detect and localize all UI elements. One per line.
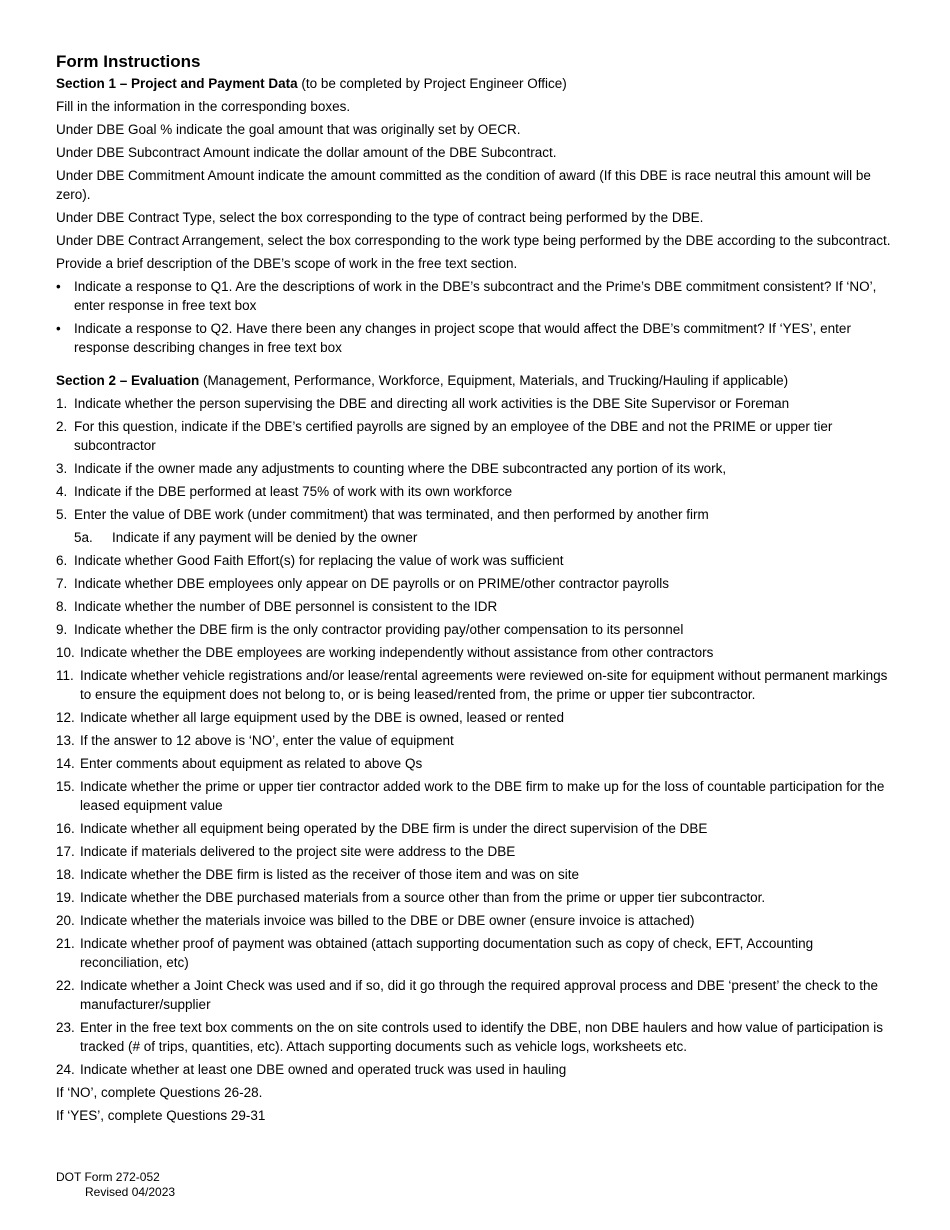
section1-line: Under DBE Commitment Amount indicate the amount committed as the condition of award (If this DBE is race neutral this amount will be zero). (56, 168, 871, 202)
item-number: 9. (56, 622, 68, 637)
item-number: 2. (56, 419, 68, 434)
conditional-line: If ‘YES’, complete Questions 29-31 (56, 1108, 266, 1123)
item-text: Indicate whether the prime or upper tier contractor added work to the DBE firm to make up for the loss of countable participation for the leased equipment value (80, 779, 885, 813)
list-item (56, 394, 896, 413)
item-text: Indicate if materials delivered to the project site were address to the DBE (80, 844, 516, 859)
list-item (56, 482, 896, 501)
item-text: Indicate whether all equipment being operated by the DBE firm is under the direct supervision of the DBE (80, 821, 708, 836)
item-number: 5. (56, 507, 68, 522)
section1-heading-bold: Section 1 – Project and Payment Data (56, 76, 298, 91)
section1-line: Under DBE Subcontract Amount indicate the dollar amount of the DBE Subcontract. (56, 145, 557, 160)
list-item (56, 888, 896, 907)
item-number: 11. (56, 668, 74, 683)
item-text: Enter comments about equipment as related to above Qs (80, 756, 423, 771)
bullet-item: • Indicate a response to Q2. Have there been any changes in project scope that would affect the DBE’s commitment? If ‘YES’, enter response describing changes in free text box (56, 319, 896, 357)
item-text: Indicate whether DBE employees only appear on DE payrolls or on PRIME/other contractor payrolls (74, 576, 670, 591)
list-item (56, 1060, 896, 1079)
item-number: 12. (56, 710, 75, 725)
item-text: Indicate whether the DBE firm is the only contractor providing pay/other compensation to its personnel (74, 622, 684, 637)
revision-date: Revised 04/2023 (85, 1185, 176, 1199)
item-text: For this question, indicate if the DBE’s certified payrolls are signed by an employee of the DBE and not the PRIME or upper tier subcontractor (74, 419, 833, 453)
item-text: Indicate if the DBE performed at least 75% of work with its own workforce (74, 484, 513, 499)
item-number: 13. (56, 733, 75, 748)
item-number: 20. (56, 913, 75, 928)
list-item (56, 819, 896, 838)
item-text: Indicate whether the DBE employees are working independently without assistance from other contractors (80, 645, 714, 660)
list-item (56, 551, 896, 570)
item-text: Indicate whether vehicle registrations and/or lease/rental agreements were reviewed on-site for equipment without permanent markings to ensure the equipment does not belong to, or is being leased/rented from, the prime or upper tier subcontractor. (80, 668, 888, 702)
item-text: Enter in the free text box comments on the on site controls used to identify the DBE, non DBE haulers and how value of participation is tracked (# of trips, quantities, etc). Attach supporting documents such as vehicle logs, worksheets etc. (80, 1020, 883, 1054)
item-number: 4. (56, 484, 68, 499)
item-number: 22. (56, 978, 75, 993)
list-item (56, 976, 896, 1014)
section1-bullet-list (56, 277, 896, 357)
item-number: 10. (56, 645, 75, 660)
item-number: 5a. (74, 530, 93, 545)
item-number: 21. (56, 936, 75, 951)
item-text: Indicate whether the DBE firm is listed as the receiver of those item and was on site (80, 867, 579, 882)
form-number: DOT Form 272-052 (56, 1170, 160, 1184)
list-item (56, 708, 896, 727)
section1-line: Under DBE Goal % indicate the goal amount that was originally set by OECR. (56, 122, 521, 137)
list-item (56, 597, 896, 616)
item-text: Indicate whether the number of DBE personnel is consistent to the IDR (74, 599, 498, 614)
section2-heading (56, 371, 896, 390)
item-number: 17. (56, 844, 75, 859)
item-number: 19. (56, 890, 75, 905)
list-item (56, 777, 896, 815)
conditional-line: If ‘NO’, complete Questions 26-28. (56, 1085, 263, 1100)
list-item (56, 528, 896, 547)
item-text: Indicate whether all large equipment used by the DBE is owned, leased or rented (80, 710, 565, 725)
page-footer (56, 1170, 175, 1200)
item-number: 15. (56, 779, 75, 794)
list-item (56, 911, 896, 930)
item-number: 6. (56, 553, 68, 568)
item-text: Indicate whether the DBE purchased materials from a source other than from the prime or upper tier subcontractor. (80, 890, 766, 905)
list-item (56, 417, 896, 455)
item-text: Indicate whether Good Faith Effort(s) for replacing the value of work was sufficient (74, 553, 564, 568)
item-text: Enter the value of DBE work (under commitment) that was terminated, and then performed by another firm (74, 507, 709, 522)
list-item (56, 505, 896, 524)
page-title: Form Instructions (56, 52, 201, 71)
item-number: 7. (56, 576, 68, 591)
list-item (56, 865, 896, 884)
item-number: 1. (56, 396, 68, 411)
item-number: 16. (56, 821, 75, 836)
bullet-item: • Indicate a response to Q1. Are the descriptions of work in the DBE’s subcontract and the Prime’s DBE commitment consistent? If ‘NO’, enter response in free text box (56, 277, 896, 315)
item-text: If the answer to 12 above is ‘NO’, enter the value of equipment (80, 733, 454, 748)
section1-line: Under DBE Contract Type, select the box corresponding to the type of contract being performed by the DBE. (56, 210, 704, 225)
list-item (56, 459, 896, 478)
item-number: 24. (56, 1062, 75, 1077)
item-number: 14. (56, 756, 75, 771)
section2-heading-bold: Section 2 – Evaluation (56, 373, 200, 388)
item-text: Indicate whether the person supervising the DBE and directing all work activities is the DBE Site Supervisor or Foreman (74, 396, 790, 411)
item-text: Indicate whether a Joint Check was used and if so, did it go through the required approval process and DBE ‘present’ the check to the manufacturer/supplier (80, 978, 878, 1012)
list-item (56, 842, 896, 861)
list-item (56, 754, 896, 773)
item-text: Indicate whether proof of payment was obtained (attach supporting documentation such as copy of check, EFT, Accounting reconciliation, etc) (80, 936, 814, 970)
item-number: 8. (56, 599, 68, 614)
section2-item-list (56, 394, 896, 1079)
item-text: Indicate if the owner made any adjustments to counting where the DBE subcontracted any portion of its work, (74, 461, 727, 476)
section1-heading (56, 74, 896, 93)
item-text: Indicate if any payment will be denied by the owner (112, 530, 418, 545)
item-number: 18. (56, 867, 75, 882)
list-item (56, 666, 896, 704)
list-item (56, 1018, 896, 1056)
section1-heading-rest: (to be completed by Project Engineer Office) (297, 76, 567, 91)
list-item (56, 574, 896, 593)
list-item (56, 731, 896, 750)
item-number: 3. (56, 461, 68, 476)
item-number: 23. (56, 1020, 75, 1035)
item-text: Indicate whether the materials invoice was billed to the DBE or DBE owner (ensure invoice is attached) (80, 913, 695, 928)
instructions-page (56, 52, 896, 1129)
section1-line: Provide a brief description of the DBE’s scope of work in the free text section. (56, 256, 518, 271)
section1-line: Under DBE Contract Arrangement, select the box corresponding to the work type being performed by the DBE according to the subcontract. (56, 233, 891, 248)
section1-line: Fill in the information in the corresponding boxes. (56, 99, 351, 114)
list-item (56, 934, 896, 972)
list-item (56, 620, 896, 639)
list-item (56, 643, 896, 662)
section2-heading-rest: (Management, Performance, Workforce, Equipment, Materials, and Trucking/Hauling if applicable) (199, 373, 789, 388)
item-text: Indicate whether at least one DBE owned and operated truck was used in hauling (80, 1062, 567, 1077)
